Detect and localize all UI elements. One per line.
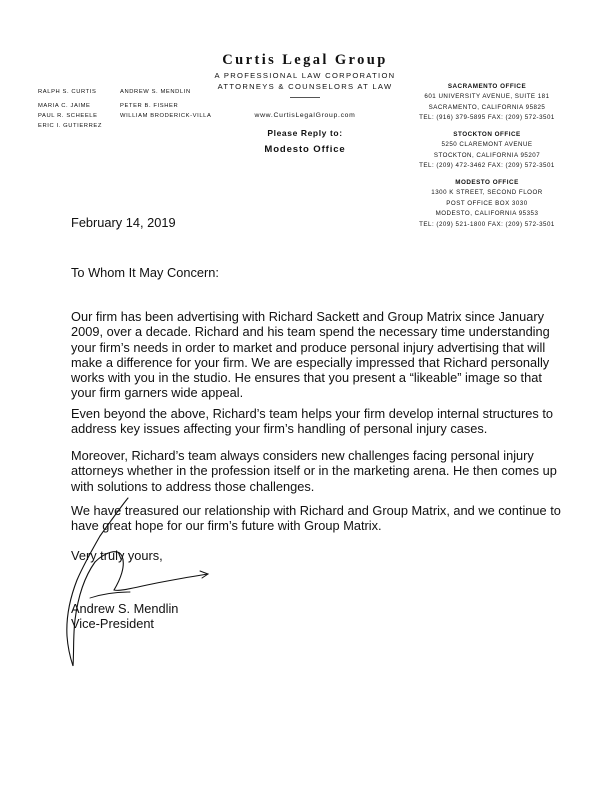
closing: Very truly yours,: [71, 548, 163, 563]
salutation: To Whom It May Concern:: [71, 265, 219, 280]
office-block-modesto: [406, 178, 568, 230]
partner-name: PETER B. FISHER: [120, 103, 179, 109]
paragraph-line: works with you in the studio. He ensures that you present a “likeable” image so that: [71, 370, 542, 386]
firm-subtitle-attorneys: ATTORNEYS & COUNSELORS AT LAW: [217, 82, 393, 91]
office-name: MODESTO OFFICE: [455, 179, 519, 186]
handwritten-signature: [50, 478, 220, 678]
office-block-sacramento: [406, 82, 568, 124]
paragraph-line: your firm’s needs in order to market and produce personal injury advertising that will: [71, 339, 546, 355]
paragraph-line: 2009, over a decade. Richard and his team spend the necessary time understanding: [71, 324, 550, 340]
firm-name: Curtis Legal Group: [222, 52, 388, 68]
paragraph-line: address key issues affecting your firm’s handling of personal injury cases.: [71, 421, 488, 437]
office-address-line: SACRAMENTO, CALIFORNIA 95825: [428, 103, 546, 111]
body-paragraph: [71, 406, 554, 437]
paragraph-line: Even beyond the above, Richard’s team helps your firm develop internal structures to: [71, 406, 554, 421]
office-address-line: 5250 CLAREMONT AVENUE: [441, 141, 533, 148]
partner-name: PAUL R. SCHEELE: [38, 113, 98, 119]
paragraph-line: We have treasured our relationship with Richard and Group Matrix, and we continue to: [71, 503, 561, 518]
office-phone-fax: TEL: (916) 379-5895 FAX: (209) 572-3501: [419, 114, 555, 122]
signer-title: Vice-President: [71, 616, 154, 631]
office-address-line: STOCKTON, CALIFORNIA 95207: [433, 151, 541, 159]
office-address-line: 1300 K STREET, SECOND FLOOR: [431, 189, 543, 196]
reply-to-office: Modesto Office: [264, 144, 346, 155]
office-address-line: 601 UNIVERSITY AVENUE, SUITE 181: [424, 93, 550, 100]
paragraph-line: make a difference for your firm. We are especially impressed that Richard personally: [71, 354, 550, 370]
partner-name: ANDREW S. MENDLIN: [120, 89, 191, 95]
office-address-line: POST OFFICE BOX 3030: [446, 199, 528, 207]
firm-subtitle-corporation: A PROFESSIONAL LAW CORPORATION: [214, 71, 396, 80]
paragraph-line: your firm garners wide appeal.: [71, 385, 244, 401]
office-address-line: MODESTO, CALIFORNIA 95353: [435, 210, 539, 218]
office-name: SACRAMENTO OFFICE: [447, 83, 527, 90]
letterhead-divider: [290, 97, 320, 98]
office-name: STOCKTON OFFICE: [453, 131, 521, 138]
paragraph-line: Moreover, Richard’s team always considers new challenges facing personal injury: [71, 448, 534, 463]
partner-name: WILLIAM BRODERICK-VILLA: [120, 113, 212, 119]
partner-name: MARIA C. JAIME: [38, 103, 91, 109]
paragraph-line: attorneys whether in the profession itself or in the marketing arena. He then comes up: [71, 463, 557, 479]
partner-name: ERIC I. GUTIERREZ: [38, 123, 102, 129]
paragraph-line: with solutions to address those challenges.: [71, 478, 315, 494]
paragraph-line: Our firm has been advertising with Richard Sackett and Group Matrix since January: [71, 309, 544, 324]
office-phone-fax: TEL: (209) 521-1800 FAX: (209) 572-3501: [419, 220, 555, 228]
paragraph-line: have great hope for our firm’s future with Group Matrix.: [71, 518, 382, 534]
reply-to-label: Please Reply to:: [267, 128, 343, 138]
body-paragraph: [71, 309, 551, 401]
signer-name: Andrew S. Mendlin: [71, 601, 179, 616]
partner-name: RALPH S. CURTIS: [38, 89, 97, 95]
office-phone-fax: TEL: (209) 472-3462 FAX: (209) 572-3501: [419, 162, 555, 170]
firm-website: www.CurtisLegalGroup.com: [254, 112, 356, 119]
letter-date: February 14, 2019: [71, 215, 176, 230]
office-block-stockton: [406, 130, 568, 172]
